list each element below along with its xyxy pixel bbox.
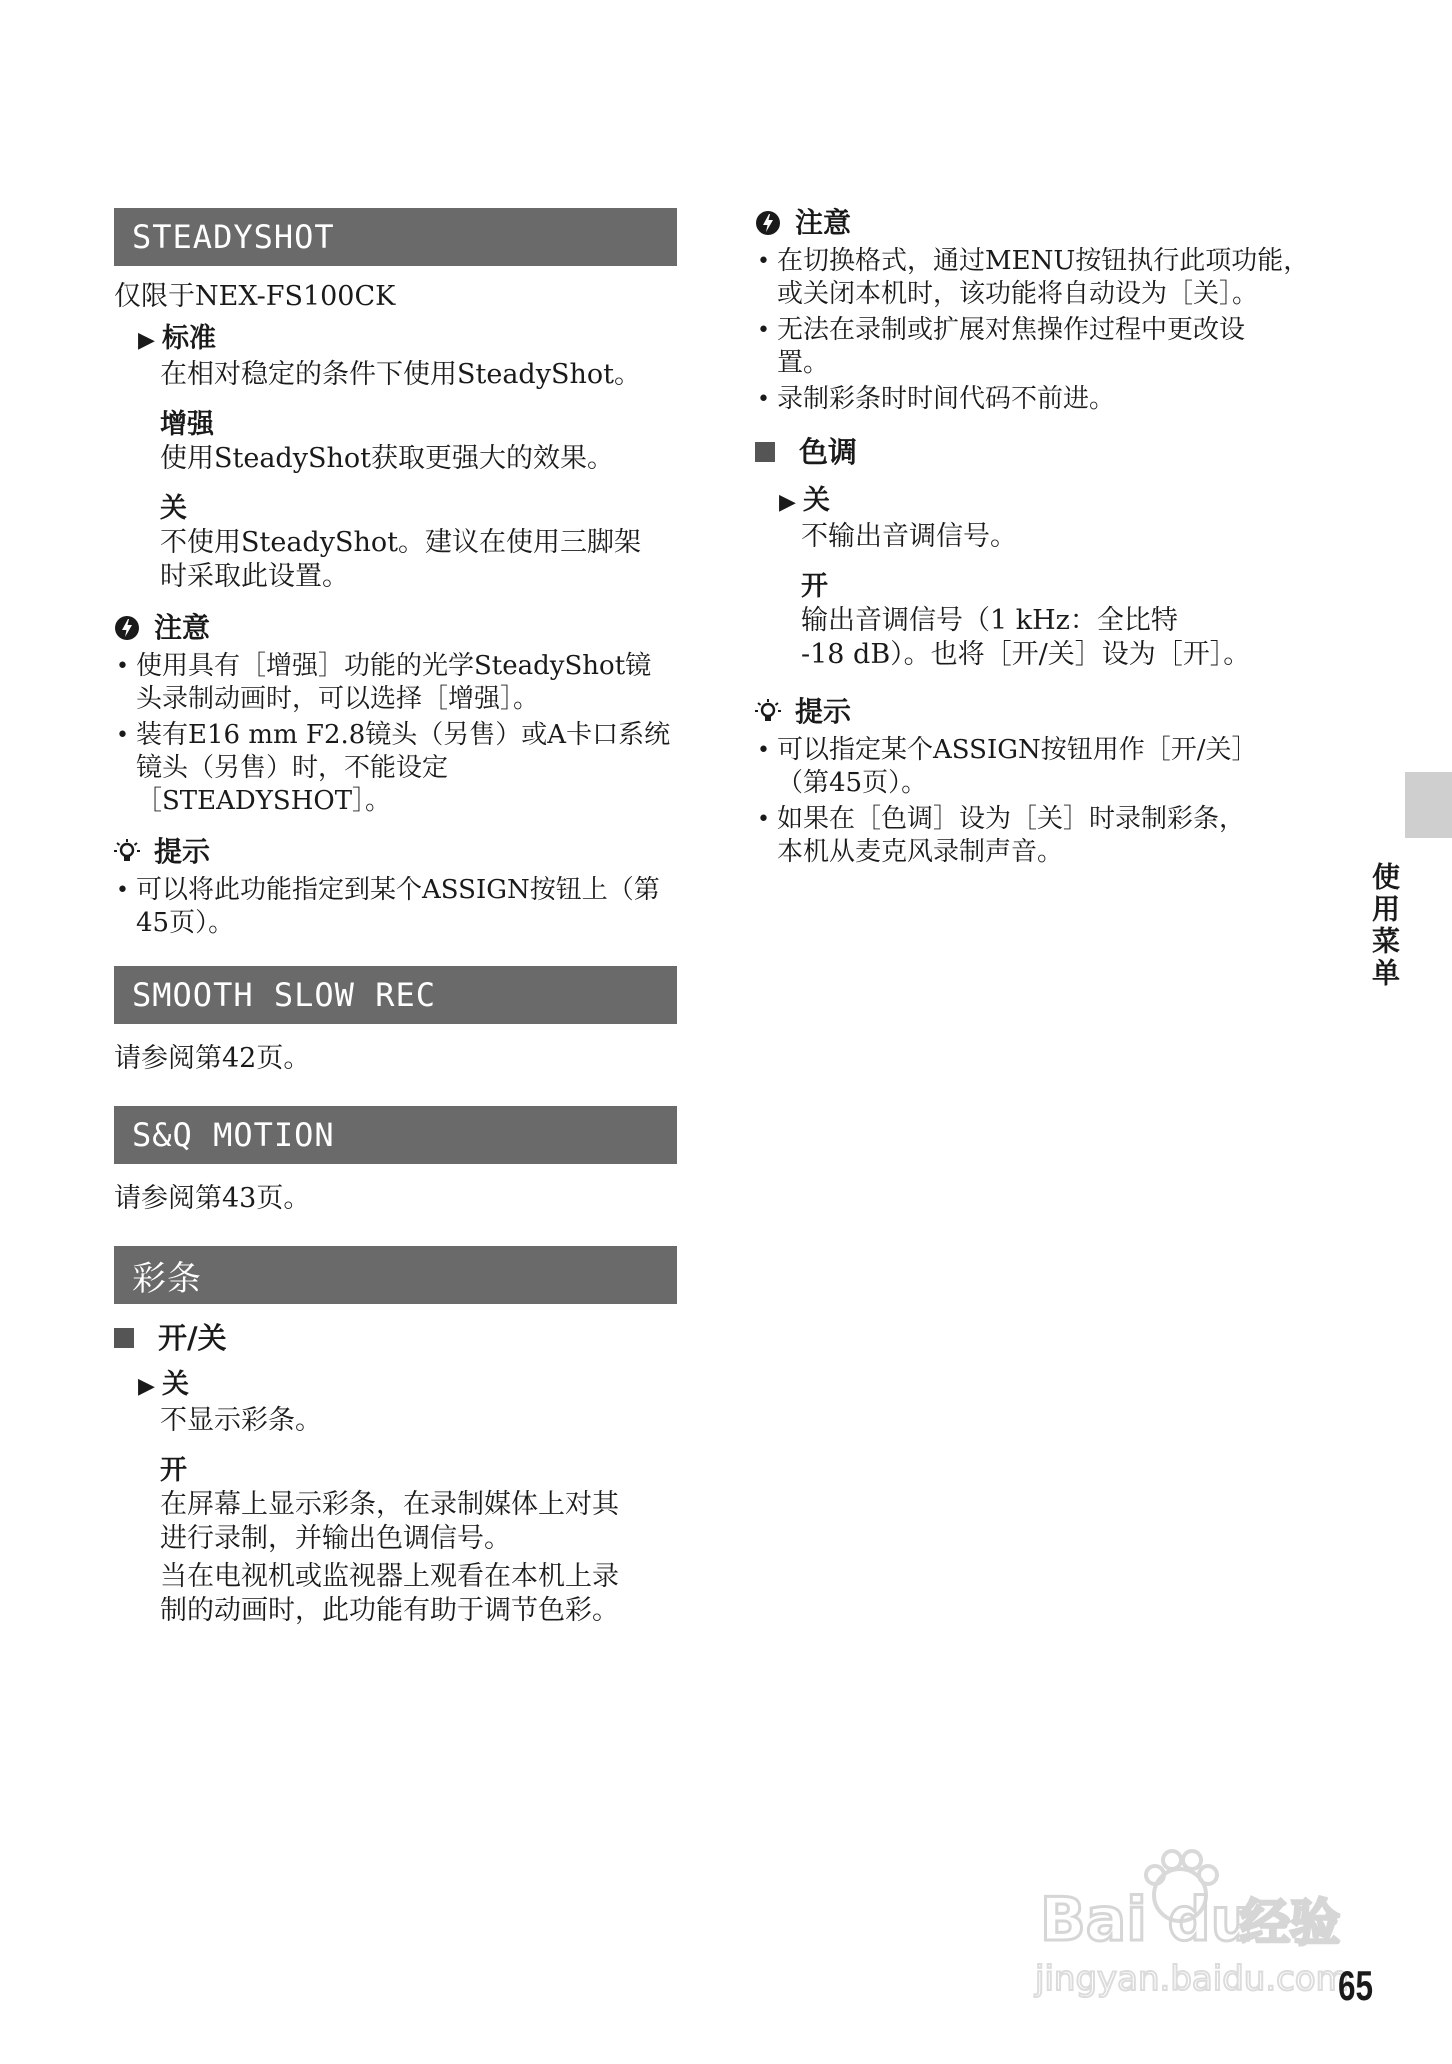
triangle-right-icon: ▶ (138, 1374, 155, 1399)
option-desc: 不显示彩条。 (160, 1405, 322, 1436)
option-desc: 在屏幕上显示彩条，在录制媒体上对其 (160, 1489, 619, 1520)
list-item: • 装有E16 mm F2.8镜头（另售）或A卡口系统 镜头（另售）时，不能设定 ［STEADYSHOT］。 (114, 719, 677, 818)
chapter-side-label: 使用菜单 (1368, 862, 1401, 990)
svg-text:经验: 经验 (1240, 1894, 1340, 1952)
option-label-off: ▶ 关 (160, 1368, 677, 1404)
caution-icon (755, 210, 781, 236)
section-header-steadyshot: STEADYSHOT (114, 208, 677, 266)
list-item: • 可以将此功能指定到某个ASSIGN按钮上（第 45页）。 (114, 874, 677, 940)
square-bullet-icon (114, 1328, 134, 1348)
sub-heading-tone: 色调 (755, 434, 1355, 470)
option-label-off: 关 (160, 493, 187, 524)
lightbulb-icon (755, 699, 781, 725)
option-label-on: 开 (801, 571, 828, 602)
tip-heading: 提示 (114, 834, 677, 870)
option-label-enhanced: 增强 (160, 409, 214, 440)
tip-heading: 提示 (755, 694, 1355, 730)
sq-motion-text: 请参阅第43页。 (114, 1183, 311, 1214)
option-desc: 制的动画时，此功能有助于调节色彩。 (160, 1595, 619, 1626)
sub-heading-on-off: 开/关 (114, 1320, 677, 1356)
caution-icon (114, 615, 140, 641)
option-desc: 不输出音调信号。 (801, 521, 1017, 552)
steadyshot-options (138, 322, 677, 594)
option-label-standard: ▶ 标准 (160, 322, 677, 358)
svg-text:Bai du: Bai du (1040, 1885, 1254, 1955)
chapter-tab (1405, 772, 1452, 838)
right-column (755, 205, 1355, 872)
option-desc: 当在电视机或监视器上观看在本机上录 (160, 1561, 619, 1592)
color-bars-options (138, 1368, 677, 1628)
option-desc: 在相对稳定的条件下使用SteadyShot。 (160, 359, 641, 390)
list-item: • 使用具有［增强］功能的光学SteadyShot镜 头录制动画时，可以选择［增强］。 (114, 650, 677, 716)
option-desc: 使用SteadyShot获取更强大的效果。 (160, 443, 614, 474)
note-heading: 注意 (114, 610, 677, 646)
page-number: 65 (1338, 1962, 1374, 2009)
tone-options (779, 484, 1355, 672)
section-header-color-bars: 彩条 (114, 1246, 677, 1304)
note-list (755, 245, 1355, 416)
tip-list (114, 874, 677, 940)
list-item: • 可以指定某个ASSIGN按钮用作［开/关］ （第45页）。 (755, 734, 1355, 800)
list-item: • 无法在录制或扩展对焦操作过程中更改设 置。 (755, 314, 1355, 380)
option-label-off: ▶ 关 (801, 484, 1355, 520)
note-heading: 注意 (755, 205, 1355, 241)
option-desc: 进行录制，并输出色调信号。 (160, 1523, 511, 1554)
option-desc: 输出音调信号（1 kHz：全比特 (801, 605, 1178, 636)
triangle-right-icon: ▶ (779, 490, 796, 515)
section-header-smooth-slow-rec: SMOOTH SLOW REC (114, 966, 677, 1024)
left-column (114, 208, 677, 1628)
option-desc: -18 dB）。也将［开/关］设为［开］。 (801, 639, 1251, 670)
section-header-sq-motion: S&Q MOTION (114, 1106, 677, 1164)
list-item: • 录制彩条时时间代码不前进。 (755, 383, 1355, 416)
list-item: • 在切换格式，通过MENU按钮执行此项功能， 或关闭本机时，该功能将自动设为［关］。 (755, 245, 1355, 311)
option-label-on: 开 (160, 1455, 187, 1486)
triangle-right-icon: ▶ (138, 328, 155, 353)
note-list (114, 650, 677, 818)
list-item: • 如果在［色调］设为［关］时录制彩条， 本机从麦克风录制声音。 (755, 803, 1355, 869)
square-bullet-icon (755, 442, 775, 462)
tip-list (755, 734, 1355, 869)
baidu-watermark-logo (1030, 1840, 1370, 2000)
lightbulb-icon (114, 839, 140, 865)
option-desc: 不使用SteadyShot。建议在使用三脚架 (160, 527, 641, 558)
smooth-slow-rec-text: 请参阅第42页。 (114, 1043, 311, 1074)
option-desc: 时采取此设置。 (160, 561, 349, 592)
steadyshot-intro: 仅限于NEX-FS100CK (114, 281, 396, 312)
svg-text:jingyan.baidu.com: jingyan.baidu.com (1035, 1959, 1349, 1999)
